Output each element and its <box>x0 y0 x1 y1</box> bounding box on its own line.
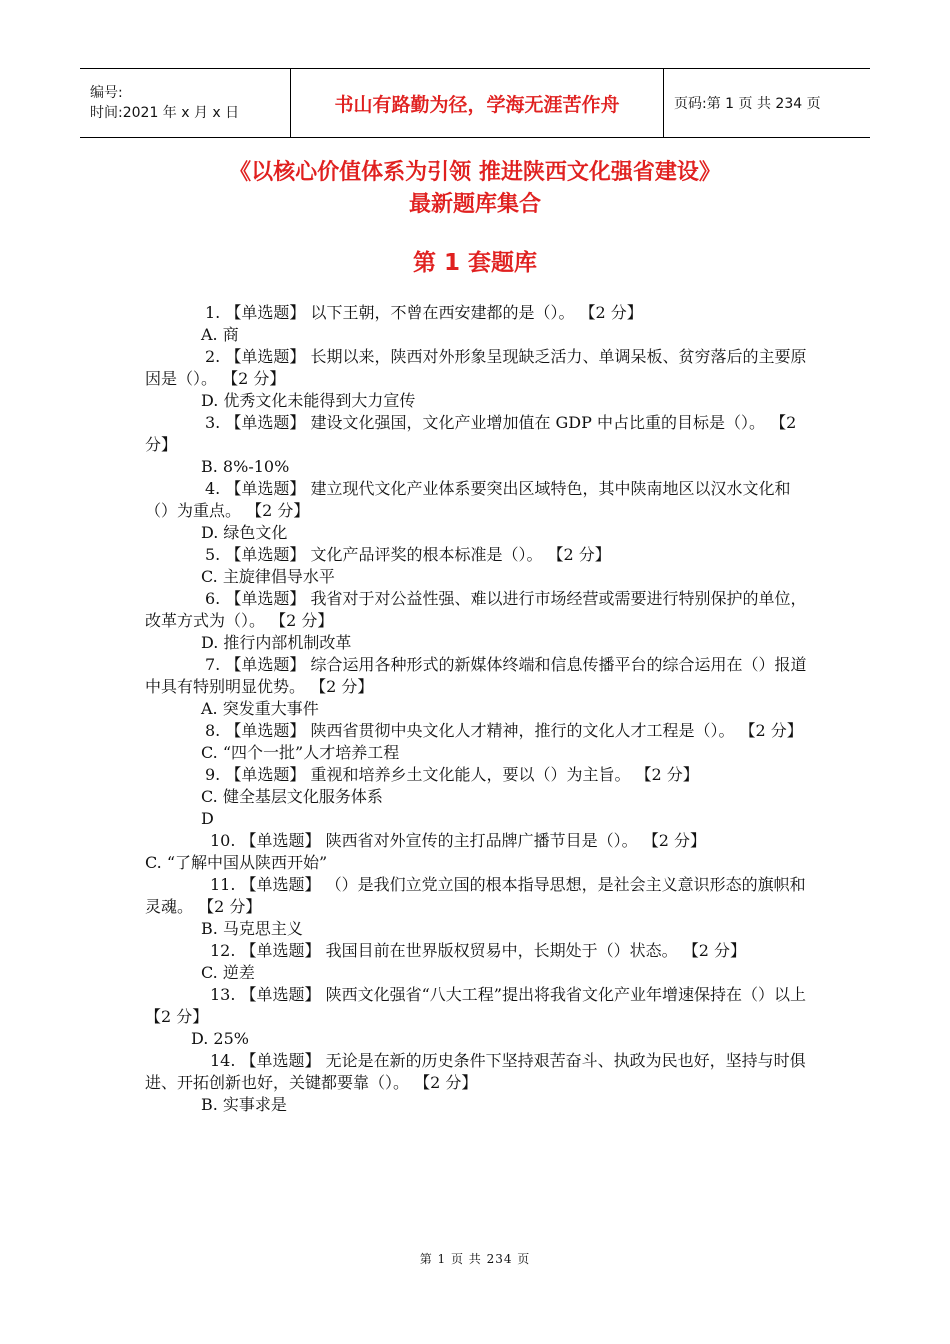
answer: A. 商 <box>201 325 239 344</box>
answer: C. “了解中国从陕西开始” <box>145 853 328 872</box>
question: 3. 【单选题】 建设文化强国，文化产业增加值在 GDP 中占比重的目标是（）。 【2 分】 <box>145 413 797 454</box>
answer: B. 马克思主义 <box>201 919 303 938</box>
document-title: 《以核心价值体系为引领 推进陕西文化强省建设》 <box>229 160 721 185</box>
answer: B. 实事求是 <box>201 1095 287 1114</box>
question: 10. 【单选题】 陕西省对外宣传的主打品牌广播节目是（）。 【2 分】 <box>210 831 706 850</box>
header-motto: 书山有路勤为径，学海无涯苦作舟 <box>291 69 664 137</box>
answer: D. 绿色文化 <box>201 523 288 542</box>
question: 4. 【单选题】 建立现代文化产业体系要突出区域特色，其中陕南地区以汉水文化和（）为重点。 【2 分】 <box>145 479 791 520</box>
document-header <box>80 68 870 138</box>
answer: D. 25% <box>191 1029 249 1048</box>
question: 12. 【单选题】 我国目前在世界版权贸易中，长期处于（）状态。 【2 分】 <box>210 941 746 960</box>
question: 6. 【单选题】 我省对于对公益性强、难以进行市场经营或需要进行特别保护的单位，改革方式为（）。 【2 分】 <box>145 589 807 630</box>
answer: D. 推行内部机制改革 <box>201 633 352 652</box>
question: 5. 【单选题】 文化产品评奖的根本标准是（）。 【2 分】 <box>205 545 611 564</box>
question: 11. 【单选题】 （）是我们立党立国的根本指导思想，是社会主义意识形态的旗帜和灵魂。 【2 分】 <box>145 875 806 916</box>
answer: C. 主旋律倡导水平 <box>201 567 335 586</box>
question: 14. 【单选题】 无论是在新的历史条件下坚持艰苦奋斗、执政为民也好，坚持与时俱进、开拓创新也好，关键都要靠（）。 【2 分】 <box>145 1051 806 1092</box>
answer: C. 健全基层文化服务体系 <box>201 787 383 806</box>
time-label: 时间:2021 年 x 月 x 日 <box>90 105 240 121</box>
number-label: 编号: <box>90 85 123 101</box>
answer-extra: D <box>201 809 214 828</box>
question-list <box>145 302 810 1116</box>
question: 13. 【单选题】 陕西文化强省“八大工程”提出将我省文化产业年增速保持在（）以上 【2 分】 <box>145 985 806 1026</box>
answer: C. 逆差 <box>201 963 255 982</box>
set-title: 第 1 套题库 <box>412 250 538 276</box>
answer: D. 优秀文化未能得到大力宣传 <box>201 391 416 410</box>
question: 7. 【单选题】 综合运用各种形式的新媒体终端和信息传播平台的综合运用在（）报道中具有特别明显优势。 【2 分】 <box>145 655 807 696</box>
page-footer: 第 1 页 共 234 页 <box>419 1252 531 1266</box>
question: 2. 【单选题】 长期以来，陕西对外形象呈现缺乏活力、单调呆板、贫穷落后的主要原因是（）。 【2 分】 <box>145 347 807 388</box>
document-subtitle: 最新题库集合 <box>408 192 541 217</box>
question: 9. 【单选题】 重视和培养乡土文化能人，要以（）为主旨。 【2 分】 <box>205 765 699 784</box>
answer: A. 突发重大事件 <box>201 699 319 718</box>
answer: B. 8%-10% <box>201 457 290 476</box>
question: 8. 【单选题】 陕西省贯彻中央文化人才精神，推行的文化人才工程是（）。 【2 分】 <box>205 721 803 740</box>
header-page-info: 页码:第 1 页 共 234 页 <box>674 96 821 112</box>
question: 1. 【单选题】 以下王朝，不曾在西安建都的是（）。 【2 分】 <box>205 303 643 322</box>
header-meta <box>80 69 291 137</box>
answer: C. “四个一批”人才培养工程 <box>201 743 400 762</box>
